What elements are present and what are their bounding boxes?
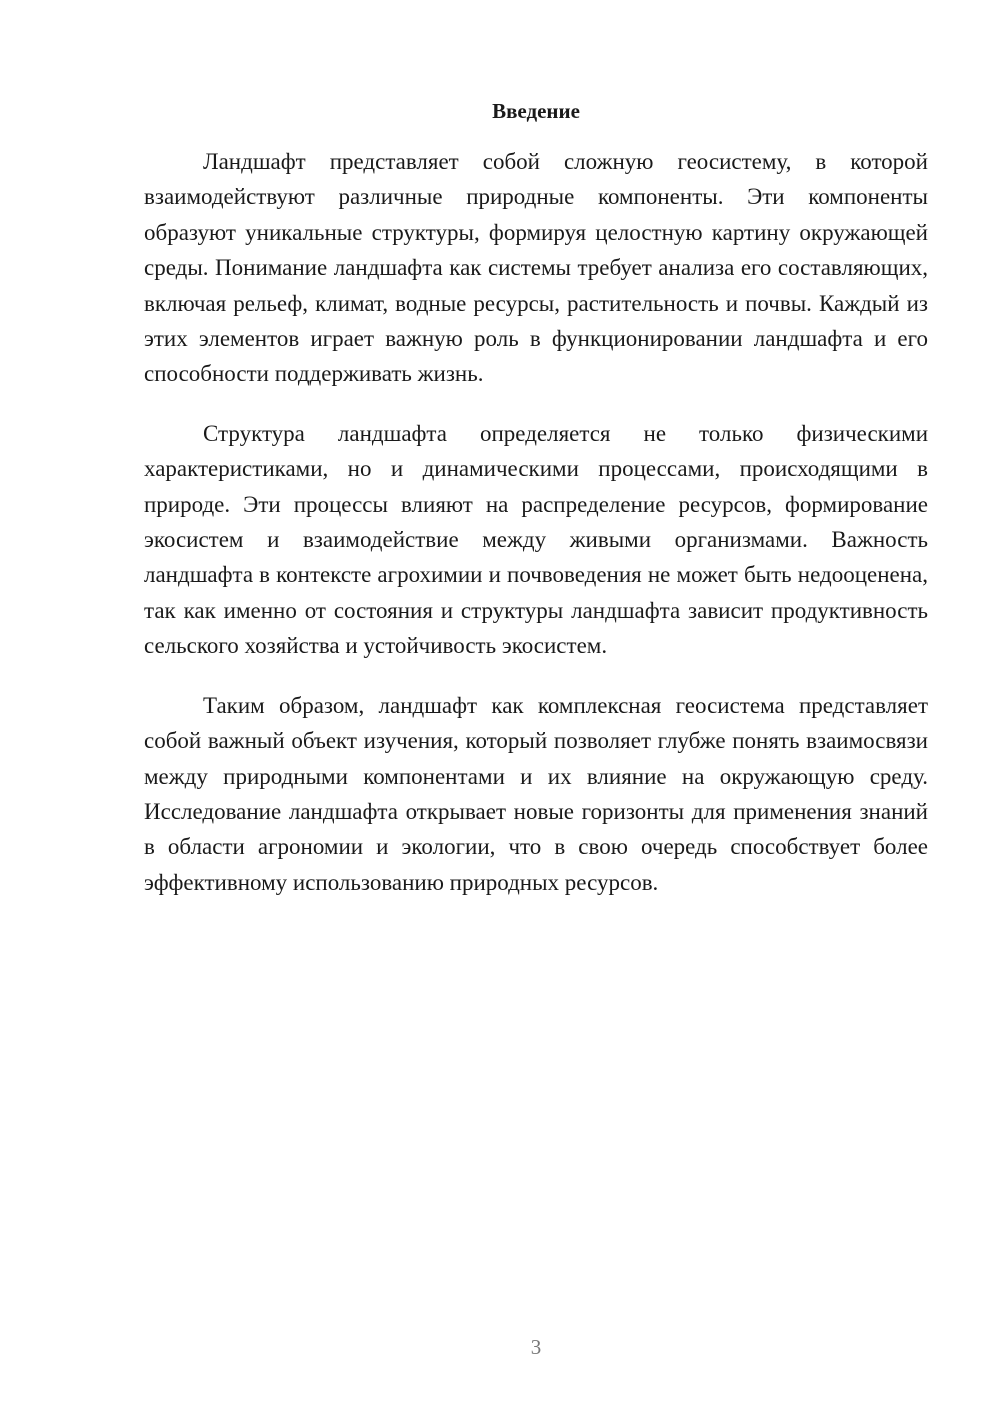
- paragraph-2: Структура ландшафта определяется не только физическими характеристиками, но и динамическими процессами, происходящими в природе. Эти процессы влияют на распределение ресурсов, формирование экосистем и взаимодействие между живыми организмами. Важность ландшафта в контексте агрохимии и почвоведения не может быть недооценена, так как именно от состояния и структуры ландшафта зависит продуктивность сельского хозяйства и устойчивость экосистем.: [144, 420, 928, 659]
- page-content: [144, 96, 928, 924]
- page-number: 3: [530, 1335, 542, 1359]
- section-title: Введение: [492, 99, 580, 123]
- paragraph-3: Таким образом, ландшафт как комплексная геосистема представляет собой важный объект изучения, который позволяет глубже понять взаимосвязи между природными компонентами и их влияние на окружающую среду. Исследование ландшафта открывает новые горизонты для применения знаний в области агрономии и экологии, что в свою очередь способствует более эффективному использованию природных ресурсов.: [144, 692, 928, 895]
- paragraph-1: Ландшафт представляет собой сложную геосистему, в которой взаимодействуют различные природные компоненты. Эти компоненты образуют уникальные структуры, формируя целостную картину окружающей среды. Понимание ландшафта как системы требует анализа его составляющих, включая рельеф, климат, водные ресурсы, растительность и почвы. Каждый из этих элементов играет важную роль в функционировании ландшафта и его способности поддерживать жизнь.: [144, 149, 928, 387]
